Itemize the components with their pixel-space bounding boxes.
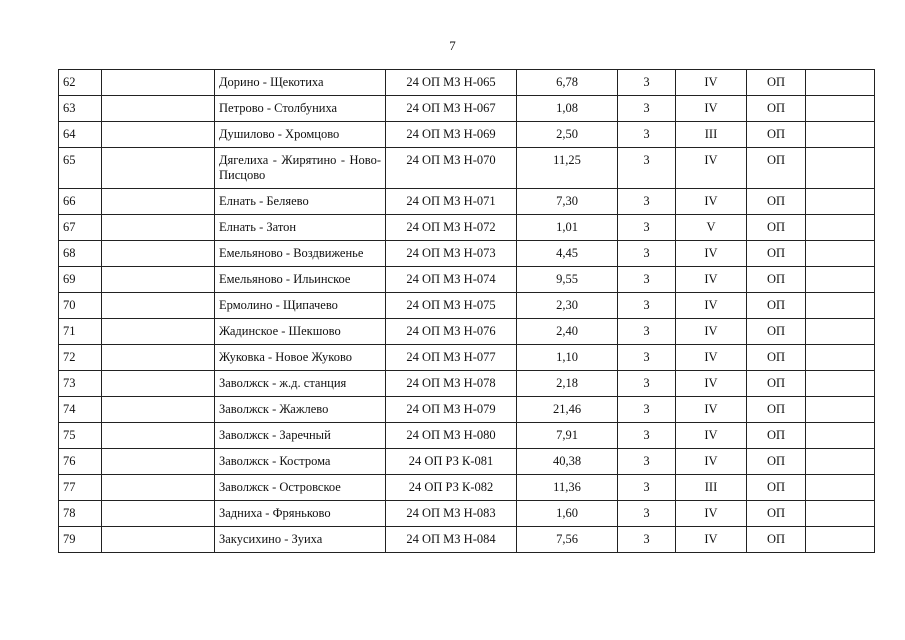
table-row: [59, 527, 875, 553]
row-number-cell: 64: [59, 122, 102, 148]
status-cell: ОП: [747, 449, 806, 475]
road-name-cell: Дорино - Щекотиха: [215, 70, 386, 96]
row-number-cell: 79: [59, 527, 102, 553]
lanes-cell: 3: [618, 189, 676, 215]
empty-cell: [102, 215, 215, 241]
empty-cell: [102, 189, 215, 215]
empty-cell: [102, 96, 215, 122]
road-name-cell: Заволжск - Жажлево: [215, 397, 386, 423]
table-row: [59, 397, 875, 423]
status-cell: ОП: [747, 345, 806, 371]
status-cell: ОП: [747, 241, 806, 267]
empty-cell: [806, 371, 875, 397]
row-number-cell: 66: [59, 189, 102, 215]
lanes-cell: 3: [618, 96, 676, 122]
empty-cell: [806, 215, 875, 241]
road-length-cell: 11,25: [517, 148, 618, 189]
empty-cell: [806, 122, 875, 148]
category-cell: III: [676, 122, 747, 148]
empty-cell: [806, 475, 875, 501]
table-row: [59, 475, 875, 501]
category-cell: IV: [676, 148, 747, 189]
lanes-cell: 3: [618, 319, 676, 345]
row-number-cell: 78: [59, 501, 102, 527]
table-row: [59, 70, 875, 96]
table-row: [59, 345, 875, 371]
empty-cell: [102, 267, 215, 293]
category-cell: IV: [676, 345, 747, 371]
category-cell: IV: [676, 423, 747, 449]
empty-cell: [806, 397, 875, 423]
road-name-cell: Закусихино - Зуиха: [215, 527, 386, 553]
category-cell: IV: [676, 293, 747, 319]
row-number-cell: 62: [59, 70, 102, 96]
category-cell: IV: [676, 319, 747, 345]
road-length-cell: 1,60: [517, 501, 618, 527]
road-length-cell: 40,38: [517, 449, 618, 475]
road-code-cell: 24 ОП МЗ Н-083: [386, 501, 517, 527]
lanes-cell: 3: [618, 449, 676, 475]
status-cell: ОП: [747, 319, 806, 345]
empty-cell: [102, 449, 215, 475]
road-name-cell: Заволжск - Кострома: [215, 449, 386, 475]
empty-cell: [806, 345, 875, 371]
table-row: [59, 293, 875, 319]
road-length-cell: 2,18: [517, 371, 618, 397]
road-code-cell: 24 ОП МЗ Н-073: [386, 241, 517, 267]
row-number-cell: 65: [59, 148, 102, 189]
empty-cell: [806, 267, 875, 293]
road-length-cell: 7,91: [517, 423, 618, 449]
row-number-cell: 63: [59, 96, 102, 122]
road-name-cell: Емельяново - Воздвиженье: [215, 241, 386, 267]
lanes-cell: 3: [618, 423, 676, 449]
road-name-cell: Жуковка - Новое Жуково: [215, 345, 386, 371]
empty-cell: [806, 241, 875, 267]
category-cell: IV: [676, 449, 747, 475]
status-cell: ОП: [747, 267, 806, 293]
empty-cell: [806, 96, 875, 122]
row-number-cell: 70: [59, 293, 102, 319]
road-name-cell: Елнать - Беляево: [215, 189, 386, 215]
road-name-cell: Емельяново - Ильинское: [215, 267, 386, 293]
category-cell: IV: [676, 397, 747, 423]
road-code-cell: 24 ОП МЗ Н-072: [386, 215, 517, 241]
road-code-cell: 24 ОП РЗ К-081: [386, 449, 517, 475]
status-cell: ОП: [747, 501, 806, 527]
empty-cell: [102, 475, 215, 501]
status-cell: ОП: [747, 397, 806, 423]
table-row: [59, 267, 875, 293]
road-name-cell: Заволжск - Заречный: [215, 423, 386, 449]
empty-cell: [102, 423, 215, 449]
table-row: [59, 319, 875, 345]
road-length-cell: 1,08: [517, 96, 618, 122]
row-number-cell: 77: [59, 475, 102, 501]
row-number-cell: 68: [59, 241, 102, 267]
row-number-cell: 76: [59, 449, 102, 475]
lanes-cell: 3: [618, 397, 676, 423]
road-length-cell: 2,40: [517, 319, 618, 345]
empty-cell: [806, 501, 875, 527]
road-length-cell: 1,10: [517, 345, 618, 371]
empty-cell: [102, 345, 215, 371]
table-row: [59, 215, 875, 241]
lanes-cell: 3: [618, 215, 676, 241]
empty-cell: [806, 319, 875, 345]
status-cell: ОП: [747, 371, 806, 397]
row-number-cell: 67: [59, 215, 102, 241]
row-number-cell: 72: [59, 345, 102, 371]
road-code-cell: 24 ОП МЗ Н-071: [386, 189, 517, 215]
status-cell: ОП: [747, 215, 806, 241]
road-name-cell: Заволжск - ж.д. станция: [215, 371, 386, 397]
road-name-cell: Заволжск - Островское: [215, 475, 386, 501]
status-cell: ОП: [747, 423, 806, 449]
status-cell: ОП: [747, 293, 806, 319]
category-cell: IV: [676, 70, 747, 96]
road-code-cell: 24 ОП МЗ Н-067: [386, 96, 517, 122]
empty-cell: [102, 70, 215, 96]
road-name-cell: Ермолино - Щипачево: [215, 293, 386, 319]
lanes-cell: 3: [618, 293, 676, 319]
road-code-cell: 24 ОП МЗ Н-069: [386, 122, 517, 148]
empty-cell: [806, 449, 875, 475]
status-cell: ОП: [747, 148, 806, 189]
road-name-cell: Петрово - Столбуниха: [215, 96, 386, 122]
road-length-cell: 7,30: [517, 189, 618, 215]
table-row: [59, 449, 875, 475]
road-name-cell: Душилово - Хромцово: [215, 122, 386, 148]
table-body: [59, 70, 875, 553]
road-code-cell: 24 ОП МЗ Н-076: [386, 319, 517, 345]
table-row: [59, 122, 875, 148]
table-row: [59, 371, 875, 397]
lanes-cell: 3: [618, 241, 676, 267]
status-cell: ОП: [747, 189, 806, 215]
empty-cell: [102, 241, 215, 267]
roads-table: [58, 69, 875, 553]
empty-cell: [102, 371, 215, 397]
category-cell: IV: [676, 371, 747, 397]
empty-cell: [806, 293, 875, 319]
row-number-cell: 75: [59, 423, 102, 449]
category-cell: V: [676, 215, 747, 241]
road-code-cell: 24 ОП РЗ К-082: [386, 475, 517, 501]
road-code-cell: 24 ОП МЗ Н-070: [386, 148, 517, 189]
status-cell: ОП: [747, 475, 806, 501]
status-cell: ОП: [747, 122, 806, 148]
row-number-cell: 71: [59, 319, 102, 345]
road-name-cell: Жадинское - Шекшово: [215, 319, 386, 345]
road-length-cell: 9,55: [517, 267, 618, 293]
empty-cell: [102, 397, 215, 423]
lanes-cell: 3: [618, 148, 676, 189]
road-code-cell: 24 ОП МЗ Н-077: [386, 345, 517, 371]
empty-cell: [102, 501, 215, 527]
row-number-cell: 69: [59, 267, 102, 293]
category-cell: IV: [676, 267, 747, 293]
empty-cell: [806, 148, 875, 189]
road-code-cell: 24 ОП МЗ Н-075: [386, 293, 517, 319]
lanes-cell: 3: [618, 475, 676, 501]
road-code-cell: 24 ОП МЗ Н-078: [386, 371, 517, 397]
table-row: [59, 241, 875, 267]
road-length-cell: 2,30: [517, 293, 618, 319]
lanes-cell: 3: [618, 527, 676, 553]
road-length-cell: 2,50: [517, 122, 618, 148]
road-length-cell: 7,56: [517, 527, 618, 553]
category-cell: IV: [676, 96, 747, 122]
lanes-cell: 3: [618, 501, 676, 527]
road-code-cell: 24 ОП МЗ Н-065: [386, 70, 517, 96]
category-cell: IV: [676, 527, 747, 553]
page-number: 7: [449, 38, 456, 53]
empty-cell: [806, 527, 875, 553]
empty-cell: [806, 189, 875, 215]
empty-cell: [102, 148, 215, 189]
status-cell: ОП: [747, 70, 806, 96]
table-row: [59, 96, 875, 122]
category-cell: IV: [676, 501, 747, 527]
table-row: [59, 189, 875, 215]
lanes-cell: 3: [618, 70, 676, 96]
status-cell: ОП: [747, 527, 806, 553]
road-code-cell: 24 ОП МЗ Н-080: [386, 423, 517, 449]
empty-cell: [806, 423, 875, 449]
lanes-cell: 3: [618, 345, 676, 371]
empty-cell: [102, 319, 215, 345]
road-length-cell: 21,46: [517, 397, 618, 423]
road-code-cell: 24 ОП МЗ Н-084: [386, 527, 517, 553]
table-row: [59, 148, 875, 189]
road-code-cell: 24 ОП МЗ Н-079: [386, 397, 517, 423]
category-cell: IV: [676, 241, 747, 267]
category-cell: IV: [676, 189, 747, 215]
table-row: [59, 501, 875, 527]
road-length-cell: 1,01: [517, 215, 618, 241]
lanes-cell: 3: [618, 371, 676, 397]
category-cell: III: [676, 475, 747, 501]
road-length-cell: 4,45: [517, 241, 618, 267]
road-name-cell: Дягелиха - Жирятино - Ново-Писцово: [215, 148, 386, 189]
road-name-cell: Задниха - Фряньково: [215, 501, 386, 527]
empty-cell: [102, 527, 215, 553]
empty-cell: [806, 70, 875, 96]
row-number-cell: 74: [59, 397, 102, 423]
road-name-cell: Елнать - Затон: [215, 215, 386, 241]
empty-cell: [102, 293, 215, 319]
lanes-cell: 3: [618, 122, 676, 148]
status-cell: ОП: [747, 96, 806, 122]
empty-cell: [102, 122, 215, 148]
table-row: [59, 423, 875, 449]
road-code-cell: 24 ОП МЗ Н-074: [386, 267, 517, 293]
road-length-cell: 11,36: [517, 475, 618, 501]
row-number-cell: 73: [59, 371, 102, 397]
lanes-cell: 3: [618, 267, 676, 293]
road-length-cell: 6,78: [517, 70, 618, 96]
